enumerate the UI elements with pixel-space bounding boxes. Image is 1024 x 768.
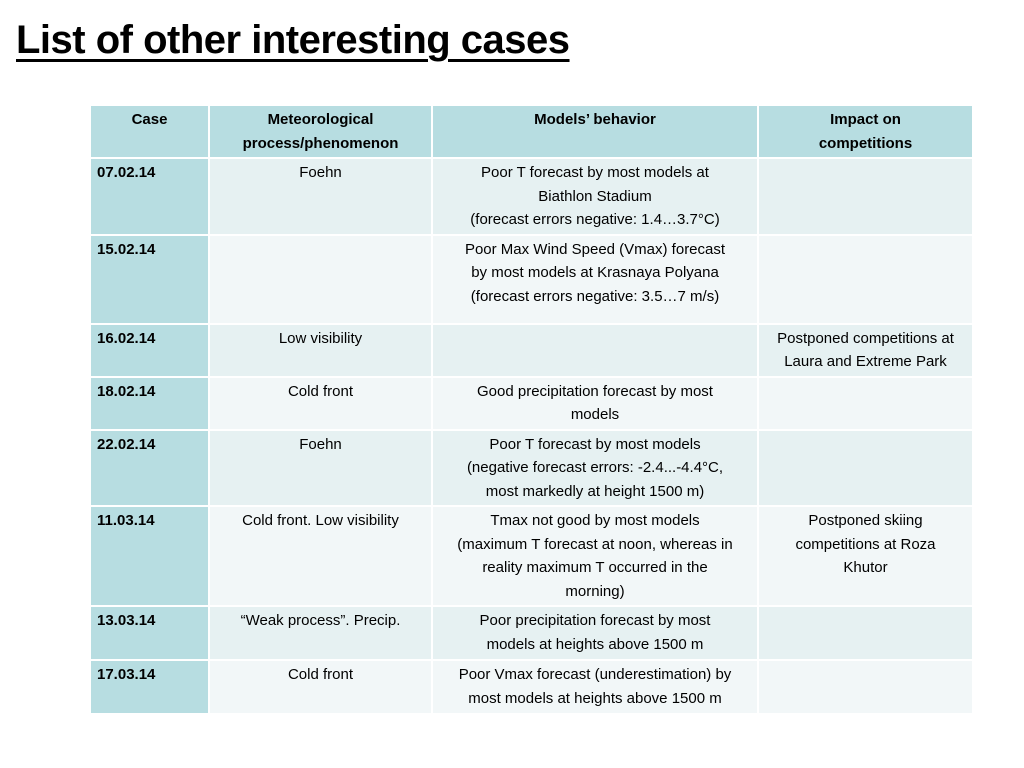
behavior-cell: Poor precipitation forecast by most models at heights above 1500 m — [432, 606, 758, 660]
table-header-row — [90, 105, 973, 158]
table-row — [90, 606, 973, 660]
behavior-cell: Good precipitation forecast by most models — [432, 377, 758, 430]
impact-cell — [758, 235, 973, 324]
impact-cell — [758, 377, 973, 430]
behavior-cell: Poor T forecast by most models at Biathlon Stadium (forecast errors negative: 1.4…3.7°C) — [432, 158, 758, 235]
process-cell: Foehn — [209, 158, 432, 235]
process-cell: Cold front — [209, 377, 432, 430]
table-row — [90, 506, 973, 606]
case-cell: 22.02.14 — [90, 430, 209, 507]
header-case: Case — [90, 105, 209, 158]
case-cell: 18.02.14 — [90, 377, 209, 430]
behavior-cell — [432, 324, 758, 377]
header-process: Meteorological process/phenomenon — [209, 105, 432, 158]
case-cell: 16.02.14 — [90, 324, 209, 377]
impact-cell — [758, 158, 973, 235]
impact-cell — [758, 660, 973, 714]
process-cell — [209, 235, 432, 324]
table-row — [90, 235, 973, 324]
header-impact: Impact on competitions — [758, 105, 973, 158]
process-cell: Cold front — [209, 660, 432, 714]
impact-cell — [758, 606, 973, 660]
table-row — [90, 660, 973, 714]
page-title: List of other interesting cases — [16, 18, 570, 62]
behavior-cell: Poor Max Wind Speed (Vmax) forecast by most models at Krasnaya Polyana (forecast errors negative: 3.5…7 m/s) — [432, 235, 758, 324]
table-row — [90, 158, 973, 235]
case-cell: 15.02.14 — [90, 235, 209, 324]
case-cell: 13.03.14 — [90, 606, 209, 660]
behavior-cell: Poor T forecast by most models (negative forecast errors: -2.4...-4.4°C, most markedly at height 1500 m) — [432, 430, 758, 507]
behavior-cell: Tmax not good by most models (maximum T forecast at noon, whereas in reality maximum T occurred in the morning) — [432, 506, 758, 606]
impact-cell: Postponed competitions at Laura and Extreme Park — [758, 324, 973, 377]
header-behavior: Models’ behavior — [432, 105, 758, 158]
impact-cell — [758, 430, 973, 507]
impact-cell: Postponed skiing competitions at Roza Khutor — [758, 506, 973, 606]
table-row — [90, 377, 973, 430]
process-cell: “Weak process”. Precip. — [209, 606, 432, 660]
process-cell: Foehn — [209, 430, 432, 507]
case-cell: 11.03.14 — [90, 506, 209, 606]
behavior-cell: Poor Vmax forecast (underestimation) by most models at heights above 1500 m — [432, 660, 758, 714]
process-cell: Low visibility — [209, 324, 432, 377]
process-cell: Cold front. Low visibility — [209, 506, 432, 606]
table-row — [90, 430, 973, 507]
case-cell: 17.03.14 — [90, 660, 209, 714]
case-cell: 07.02.14 — [90, 158, 209, 235]
cases-table — [89, 104, 974, 715]
table-row — [90, 324, 973, 377]
